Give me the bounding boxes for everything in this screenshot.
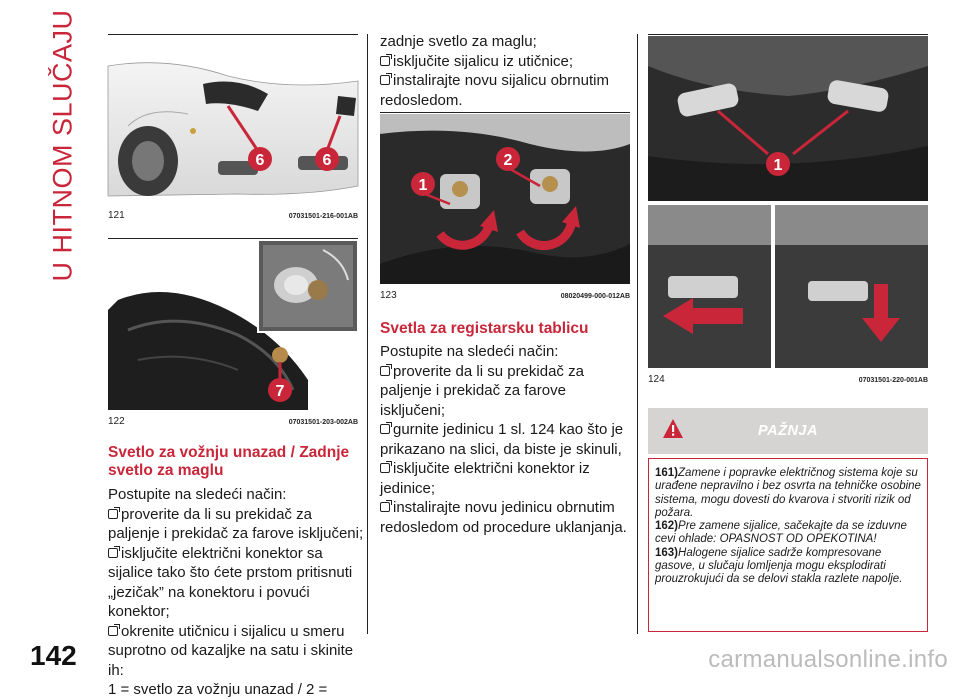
checkbox-icon	[380, 424, 390, 434]
callout-1: 1	[418, 177, 428, 194]
rear-lamp-photo	[108, 240, 358, 410]
figure-caption	[108, 412, 358, 428]
callout-1a: 1	[773, 157, 783, 174]
warning-triangle-icon	[662, 418, 684, 440]
instruction-step: isključite sijalicu iz utičnice;	[380, 52, 630, 72]
instruction-lead: zadnje svetlo za maglu;	[380, 33, 537, 50]
checkbox-icon	[380, 463, 390, 473]
section-heading: Svetla za registarsku tablicu	[380, 320, 589, 337]
figure-122	[108, 238, 358, 428]
instruction-step: instalirajte novu sijalicu obrnutim redosledom.	[380, 72, 609, 109]
car-rear-photo	[108, 36, 358, 204]
checkbox-icon	[108, 509, 118, 519]
column-1-text	[108, 444, 364, 700]
bulb-holder-photo	[380, 114, 630, 284]
warning-box	[648, 458, 928, 632]
instructions-intro: Postupite na sledeći način:	[108, 486, 287, 503]
instruction-step: proverite da li su prekidač za paljenje i prekidač za farove isključeni;	[108, 505, 364, 542]
instruction-step: isključite električni konektor iz jedinice;	[380, 460, 590, 497]
figure-121	[108, 34, 358, 222]
instructions-intro: Postupite na sledeći način:	[380, 343, 559, 360]
plate-light-photo	[648, 36, 928, 368]
warning-item: 162)Pre zamene sijalice, sačekajte da se izduvne cevi ohlade: OPASNOST OD OPEKOTINA!	[655, 520, 907, 546]
instruction-tail: 1 = svetlo za vožnju unazad / 2 =	[108, 681, 328, 698]
callout-7: 7	[275, 383, 285, 400]
column-rule-2	[637, 34, 638, 634]
figure-code: 08020499-000-012AB	[560, 293, 630, 300]
warning-header	[648, 408, 928, 454]
figure-number: 123	[380, 290, 397, 301]
page-number: 142	[30, 640, 77, 671]
column-2-top-text	[380, 32, 630, 110]
checkbox-icon	[380, 75, 390, 85]
section-title-text: U HITNOM SLUČAJU	[47, 8, 78, 282]
callout-2: 2	[503, 152, 513, 169]
column-2-text	[380, 320, 632, 537]
figure-number: 124	[648, 374, 665, 385]
checkbox-icon	[380, 366, 390, 376]
column-rule-1	[367, 34, 368, 634]
checkbox-icon	[380, 502, 390, 512]
instruction-step: proverite da li su prekidač za paljenje i prekidač za farove isključeni;	[380, 362, 584, 419]
checkbox-icon	[108, 548, 118, 558]
figure-number: 121	[108, 210, 125, 221]
instruction-step: isključite električni konektor sa sijalice tako što ćete prstom pritisnuti „jezičak” na konektoru i povući konektor;	[108, 544, 353, 620]
instruction-step: okrenite utičnicu i sijalicu u smeru suprotno od kazaljke na satu i skinite ih:	[108, 622, 354, 679]
figure-caption	[380, 286, 630, 302]
figure-123	[380, 112, 630, 302]
figure-code: 07031501-216-001AB	[288, 213, 358, 220]
callout-6a: 6	[255, 152, 265, 169]
section-side-title	[36, 8, 90, 282]
watermark: carmanualsonline.info	[708, 646, 948, 673]
figure-124	[648, 34, 928, 386]
instruction-step: gurnite jedinicu 1 sl. 124 kao što je prikazano na slici, da biste je skinuli,	[380, 421, 624, 458]
warning-item: 161)Zamene i popravke električnog sistema koje su urađene nepravilno i bez osvrta na tehničke osobine sistema, mogu dovesti do kvarova i stvoriti rizik od požara.	[655, 467, 921, 519]
instruction-step: instalirajte novu jedinicu obrnutim redosledom od procedure uklanjanja.	[380, 499, 627, 536]
figure-code: 07031501-220-001AB	[858, 377, 928, 384]
callout-6b: 6	[322, 152, 332, 169]
checkbox-icon	[108, 626, 118, 636]
figure-caption	[648, 370, 928, 386]
warning-item: 163)Halogene sijalice sadrže kompresovane gasove, u slučaju lomljenja mogu eksplodirati prouzrokujući da se delovi stakla razlete napolje.	[655, 546, 903, 586]
warning-title: PAŽNJA	[758, 423, 818, 439]
figure-code: 07031501-203-002AB	[288, 419, 358, 426]
section-heading: Svetlo za vožnju unazad / Zadnje svetlo za maglu	[108, 444, 350, 479]
figure-number: 122	[108, 416, 125, 427]
figure-caption	[108, 206, 358, 222]
checkbox-icon	[380, 56, 390, 66]
